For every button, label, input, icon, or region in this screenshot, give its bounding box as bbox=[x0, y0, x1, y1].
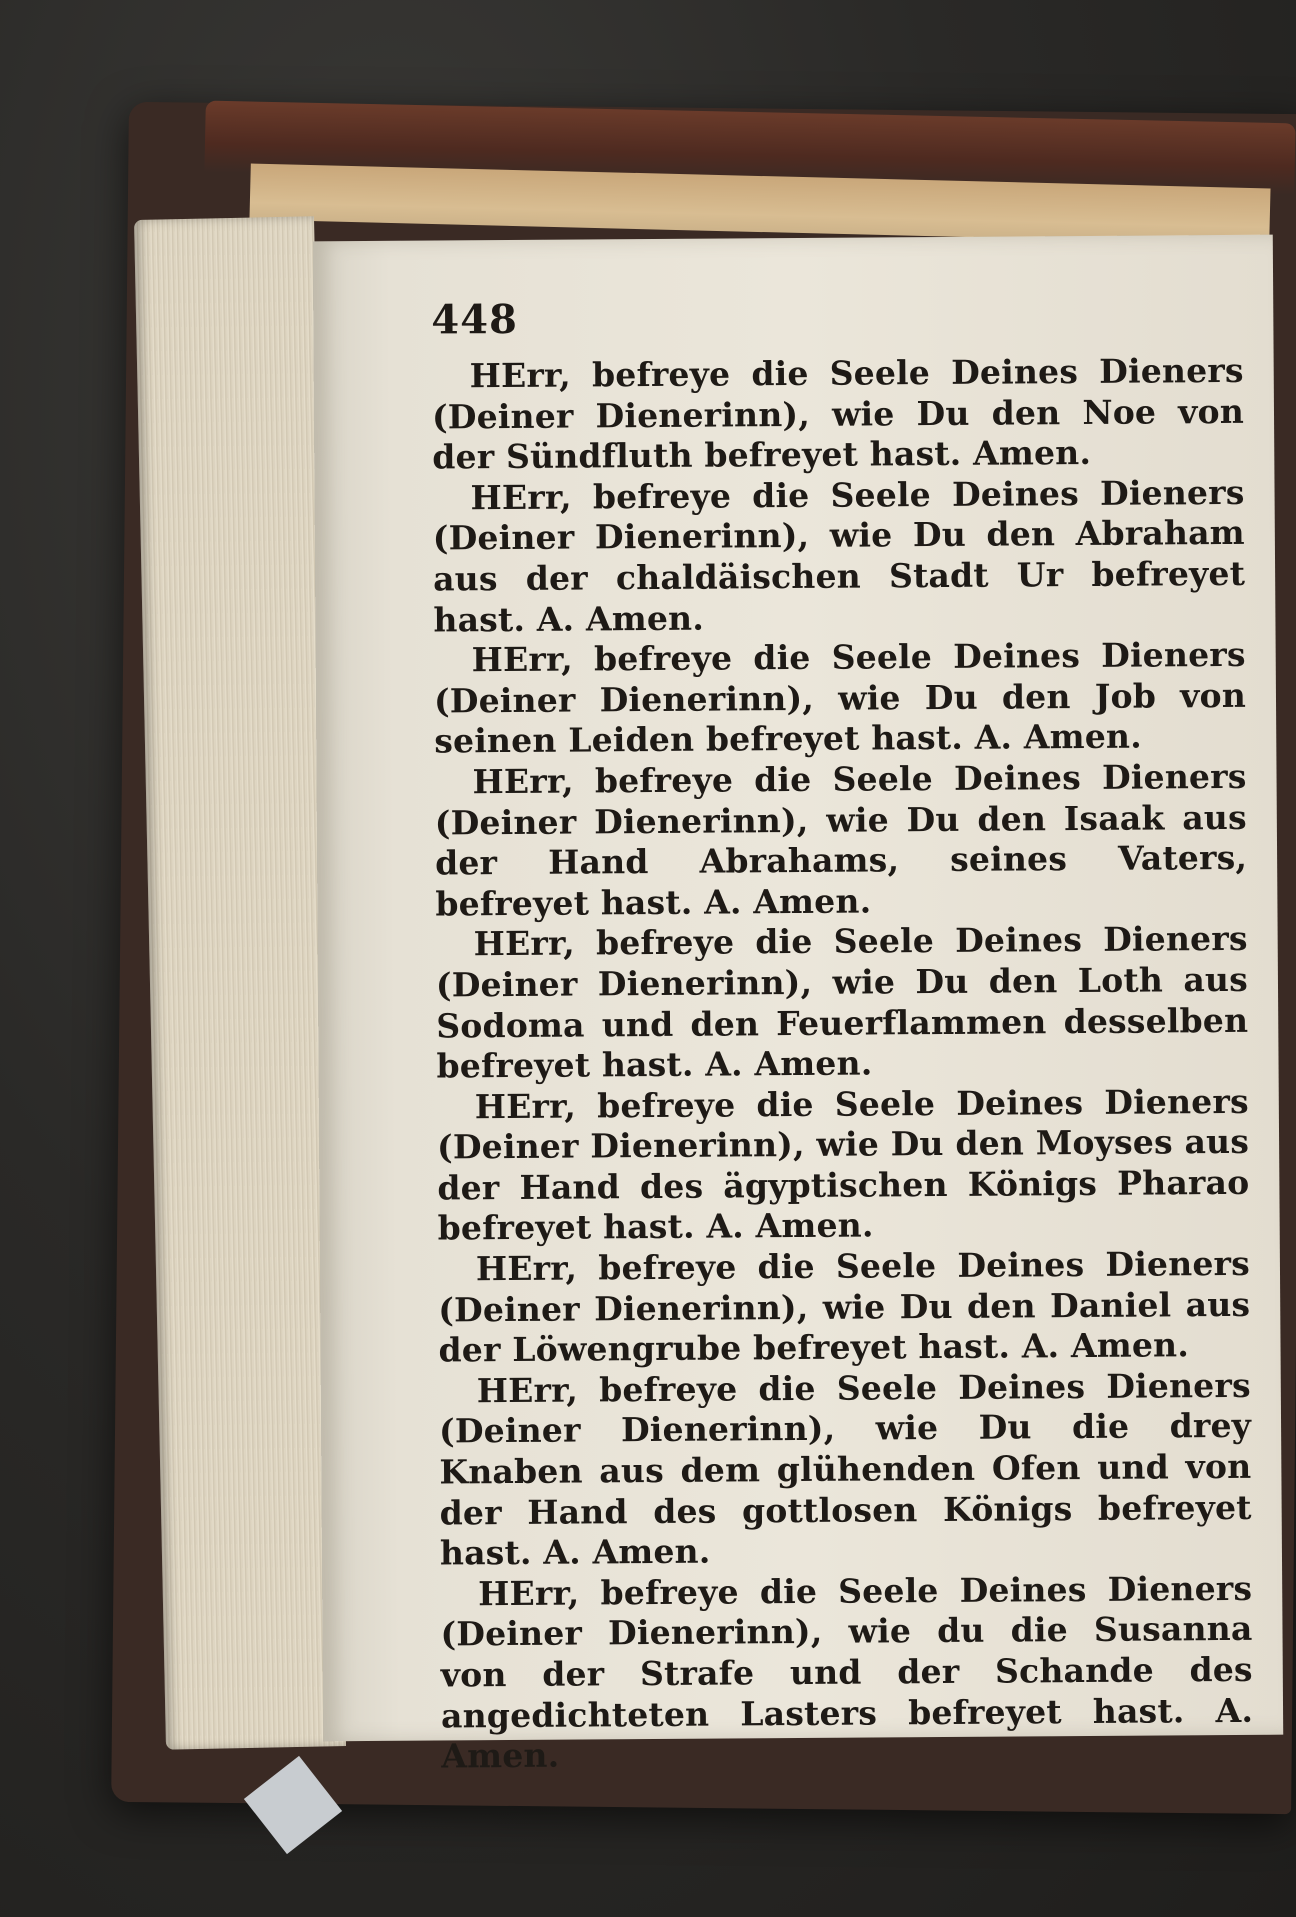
prayer-paragraph: HErr, befreye die Seele Deines Dieners (Deiner Dienerinn), wie Du den Moyses aus der Hand des ägyptischen Königs Pharao befreyet hast. A. Amen. bbox=[436, 1081, 1250, 1248]
prayer-paragraph: HErr, befreye die Seele Deines Dieners (Deiner Dienerinn), wie Du den Isaak aus der Hand Abrahams, seines Vaters, befreyet hast. A. Amen. bbox=[434, 756, 1248, 924]
prayer-paragraph: HErr, befreye die Seele Deines Dieners (Deiner Dienerinn), wie du die Susanna von der Strafe und der Schande des angedichteten Lasters befreyet hast. A. Amen. bbox=[440, 1568, 1254, 1776]
page-number: 448 bbox=[431, 295, 518, 344]
prayer-paragraph: HErr, befreye die Seele Deines Dieners (Deiner Dienerinn), wie Du den Abraham aus der chaldäischen Stadt Ur befreyet hast. A. Amen. bbox=[432, 472, 1246, 640]
book-page bbox=[313, 235, 1283, 1776]
prayer-paragraph: HErr, befreye die Seele Deines Dieners (Deiner Dienerinn), wie Du den Daniel aus der Löwengrube befreyet hast. A. Amen. bbox=[438, 1243, 1251, 1370]
prayer-paragraph: HErr, befreye die Seele Deines Dieners (Deiner Dienerinn), wie Du den Noe von der Sündfluth befreyet hast. Amen. bbox=[431, 350, 1245, 477]
prayer-paragraph: HErr, befreye die Seele Deines Dieners (Deiner Dienerinn), wie Du den Job von seinen Leiden befreyet hast. A. Amen. bbox=[433, 635, 1247, 761]
prayer-paragraph: HErr, befreye die Seele Deines Dieners (Deiner Dienerinn), wie Du die drey Knaben aus dem glühenden Ofen und von der Hand des gottlosen Königs befreyet hast. A. Amen. bbox=[438, 1365, 1252, 1573]
page-text-block bbox=[431, 291, 1253, 1777]
prayer-paragraph: HErr, befreye die Seele Deines Dieners (Deiner Dienerinn), wie Du den Loth aus Sodoma und den Feuerflammen desselben befreyet hast. A. Amen. bbox=[435, 919, 1249, 1086]
